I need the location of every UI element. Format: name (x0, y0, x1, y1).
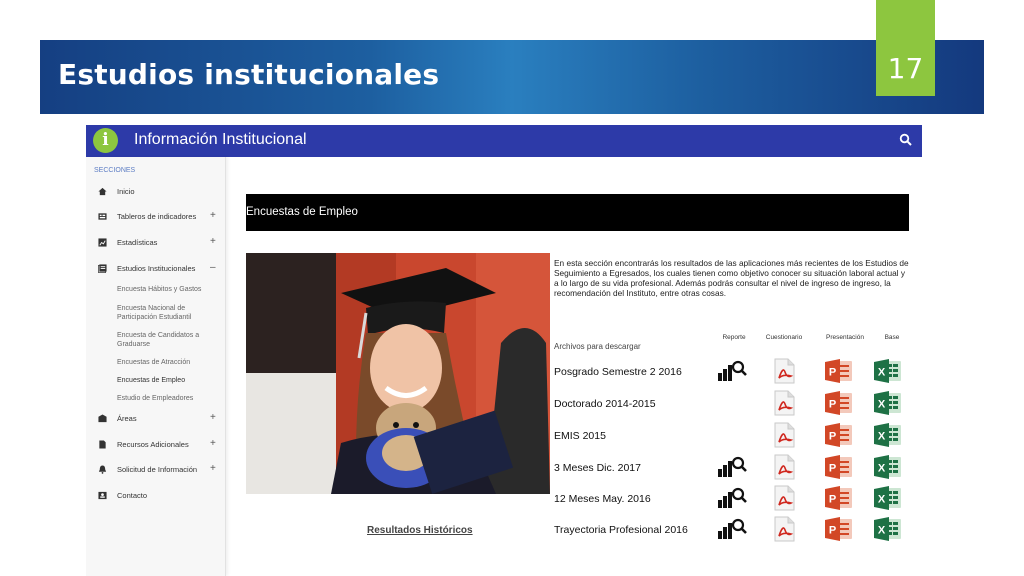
chart-icon (98, 238, 107, 247)
main-content (246, 194, 909, 576)
svg-text:P: P (828, 493, 837, 506)
sidebar-subitem-active[interactable]: Encuestas de Empleo (117, 377, 186, 384)
sidebar-item-label: Contacto (117, 491, 148, 500)
report-chart-icon[interactable] (717, 358, 747, 384)
file-row (246, 388, 909, 418)
sections-label: SECCIONES (94, 167, 136, 174)
expand-toggle[interactable]: + (210, 236, 216, 247)
sidebar-item-label: Estadísticas (117, 238, 158, 247)
column-header-presentacion: Presentación (826, 334, 864, 341)
search-icon[interactable] (899, 133, 913, 147)
svg-text:P: P (828, 524, 837, 537)
expand-toggle[interactable]: + (210, 438, 216, 449)
book-icon (98, 264, 107, 273)
sidebar-item-estadisticas[interactable] (86, 235, 226, 251)
column-header-cuestionario: Cuestionario (765, 334, 803, 341)
excel-icon[interactable] (873, 390, 903, 416)
sidebar-subitem[interactable]: Encuesta Nacional de Participación Estudiantil (117, 305, 192, 321)
slide-number: 17 (876, 0, 935, 96)
sidebar-item-label: Solicitud de Información (117, 465, 198, 474)
content-title: Encuestas de Empleo (246, 206, 358, 218)
svg-text:X: X (877, 493, 886, 506)
dashboard-icon (98, 212, 107, 221)
excel-icon[interactable] (873, 516, 903, 542)
sidebar-item-estudios-institucionales[interactable] (86, 261, 226, 277)
sidebar-subitem[interactable]: Encuestas de Atracción (117, 359, 191, 366)
file-row-name: Doctorado 2014-2015 (554, 398, 656, 410)
expand-toggle[interactable]: + (210, 463, 216, 474)
powerpoint-icon[interactable] (824, 454, 854, 480)
section-description: En esta sección encontrarás los resultados de las aplicaciones más recientes de los Estudios de Seguimiento a Egresados, los cuales tienen como objetivo conocer su situación laboral actual y a lo largo de su vida profesional. Además podrás consultar el nivel de ingreso de ingreso, la recomendación del Instituto, entre otras cosas. (554, 258, 909, 298)
pdf-icon[interactable] (769, 516, 799, 542)
file-row-name: 12 Meses May. 2016 (554, 493, 651, 505)
file-row (246, 452, 909, 482)
sidebar-item-label: Tableros de indicadores (117, 212, 197, 221)
powerpoint-icon[interactable] (824, 422, 854, 448)
app-title: Información Institucional (134, 131, 307, 148)
pdf-icon[interactable] (769, 485, 799, 511)
excel-icon[interactable] (873, 358, 903, 384)
home-icon (98, 187, 107, 196)
sidebar-subitem[interactable]: Encuesta de Candidatos a Graduarse (117, 332, 200, 348)
file-row-name: Trayectoria Profesional 2016 (554, 524, 688, 536)
file-row-name: EMIS 2015 (554, 430, 606, 442)
powerpoint-icon[interactable] (824, 485, 854, 511)
sidebar-item-label: Inicio (117, 187, 135, 196)
expand-toggle[interactable]: + (210, 412, 216, 423)
pdf-icon[interactable] (769, 358, 799, 384)
slide-title: Estudios institucionales (58, 58, 440, 91)
svg-text:P: P (828, 398, 837, 411)
historical-results-link[interactable]: Resultados Históricos (367, 525, 473, 536)
svg-text:X: X (877, 524, 886, 537)
file-row-name: 3 Meses Dic. 2017 (554, 462, 641, 474)
document-icon (98, 440, 107, 449)
pdf-icon[interactable] (769, 390, 799, 416)
pdf-icon[interactable] (769, 422, 799, 448)
powerpoint-icon[interactable] (824, 390, 854, 416)
file-row (246, 514, 909, 544)
expand-toggle[interactable]: + (210, 210, 216, 221)
website-screenshot (86, 125, 922, 576)
svg-text:X: X (877, 398, 886, 411)
column-header-reporte: Reporte (722, 334, 746, 341)
sidebar (86, 157, 226, 576)
sidebar-item-label: Áreas (117, 414, 137, 423)
svg-text:X: X (877, 462, 886, 475)
powerpoint-icon[interactable] (824, 516, 854, 542)
downloads-label: Archivos para descargar (554, 342, 641, 351)
info-icon: i (93, 128, 118, 153)
report-chart-icon[interactable] (717, 516, 747, 542)
excel-icon[interactable] (873, 485, 903, 511)
sidebar-item-label: Estudios Institucionales (117, 264, 196, 273)
areas-icon (98, 414, 107, 423)
svg-text:X: X (877, 430, 886, 443)
svg-text:P: P (828, 462, 837, 475)
collapse-toggle[interactable]: – (210, 262, 216, 273)
sidebar-item-tableros[interactable] (86, 209, 226, 225)
sidebar-item-label: Recursos Adicionales (117, 440, 189, 449)
pdf-icon[interactable] (769, 454, 799, 480)
excel-icon[interactable] (873, 422, 903, 448)
sidebar-item-contacto[interactable] (86, 488, 226, 504)
contact-icon (98, 491, 107, 500)
sidebar-item-recursos[interactable] (86, 437, 226, 453)
report-chart-icon[interactable] (717, 485, 747, 511)
sidebar-item-areas[interactable] (86, 411, 226, 427)
powerpoint-icon[interactable] (824, 358, 854, 384)
file-row-name: Posgrado Semestre 2 2016 (554, 366, 682, 378)
sidebar-subitem[interactable]: Encuesta Hábitos y Gastos (117, 286, 202, 293)
file-row (246, 483, 909, 513)
sidebar-item-inicio[interactable] (86, 184, 226, 200)
svg-text:P: P (828, 366, 837, 379)
svg-text:X: X (877, 366, 886, 379)
app-header-bar (86, 125, 922, 157)
svg-text:P: P (828, 430, 837, 443)
excel-icon[interactable] (873, 454, 903, 480)
file-row (246, 356, 909, 386)
content-header (246, 194, 909, 231)
column-header-base: Base (884, 334, 900, 341)
sidebar-subitem[interactable]: Estudio de Empleadores (117, 395, 194, 402)
file-row (246, 420, 909, 450)
sidebar-item-solicitud[interactable] (86, 462, 226, 478)
bell-icon (98, 465, 107, 474)
report-chart-icon[interactable] (717, 454, 747, 480)
